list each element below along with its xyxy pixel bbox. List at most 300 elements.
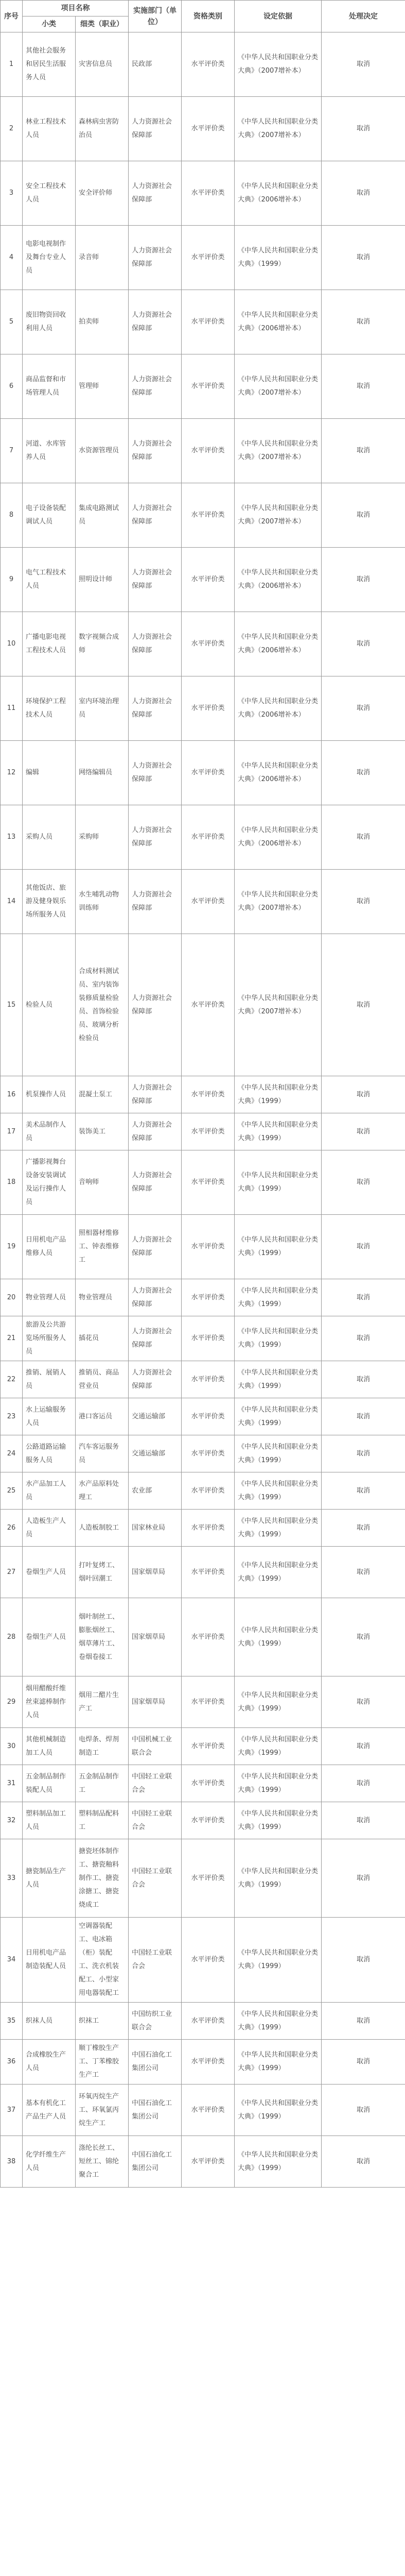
row-basis: 《中华人民共和国职业分类大典》（1999） xyxy=(235,2003,322,2040)
row-qualification: 水平评价类 xyxy=(182,1150,235,1215)
row-decision: 取消 xyxy=(322,32,405,97)
row-decision: 取消 xyxy=(322,612,405,676)
row-category: 检验人员 xyxy=(23,934,76,1076)
row-basis: 《中华人民共和国职业分类大典》（1999） xyxy=(235,2040,322,2084)
table-row xyxy=(1,870,405,934)
row-seq: 21 xyxy=(1,1316,23,1361)
row-subcategory: 安全评价师 xyxy=(76,161,129,226)
row-department: 中国轻工业联合会 xyxy=(129,1765,182,1802)
row-decision: 取消 xyxy=(322,1918,405,2003)
row-department: 人力资源社会保障部 xyxy=(129,97,182,161)
row-subcategory: 插花员 xyxy=(76,1316,129,1361)
row-decision: 取消 xyxy=(322,1510,405,1547)
row-category: 推销、展销人员 xyxy=(23,1361,76,1398)
row-qualification: 水平评价类 xyxy=(182,226,235,290)
row-qualification: 水平评价类 xyxy=(182,741,235,805)
table-row xyxy=(1,1113,405,1150)
table-row xyxy=(1,290,405,354)
row-subcategory: 顺丁橡胶生产工、丁苯橡胶生产工 xyxy=(76,2040,129,2084)
row-subcategory: 搪瓷坯体制作工、搪瓷釉料制作工、搪瓷涂搪工、搪瓷烧成工 xyxy=(76,1839,129,1918)
row-subcategory: 涤纶长丝工、短丝工、锦纶聚合工 xyxy=(76,2136,129,2188)
row-subcategory: 水产品原料处理工 xyxy=(76,1472,129,1510)
row-subcategory: 打叶复烤工、烟叶回潮工 xyxy=(76,1547,129,1598)
row-category: 电影电视制作及舞台专业人员 xyxy=(23,226,76,290)
row-category: 河道、水库管养人员 xyxy=(23,419,76,483)
table-row xyxy=(1,2136,405,2188)
row-department: 人力资源社会保障部 xyxy=(129,290,182,354)
row-decision: 取消 xyxy=(322,934,405,1076)
row-basis: 《中华人民共和国职业分类大典》（1999） xyxy=(235,1765,322,1802)
row-basis: 《中华人民共和国职业分类大典》（2006增补本） xyxy=(235,290,322,354)
row-qualification: 水平评价类 xyxy=(182,1076,235,1113)
row-basis: 《中华人民共和国职业分类大典》（2007增补本） xyxy=(235,870,322,934)
row-decision: 取消 xyxy=(322,1598,405,1676)
row-subcategory: 集成电路测试员 xyxy=(76,483,129,548)
row-category: 安全工程技术人员 xyxy=(23,161,76,226)
row-seq: 34 xyxy=(1,1918,23,2003)
row-department: 人力资源社会保障部 xyxy=(129,612,182,676)
row-qualification: 水平评价类 xyxy=(182,1918,235,2003)
row-decision: 取消 xyxy=(322,1802,405,1839)
table-row xyxy=(1,1215,405,1279)
row-qualification: 水平评价类 xyxy=(182,870,235,934)
row-department: 国家烟草局 xyxy=(129,1676,182,1728)
row-qualification: 水平评价类 xyxy=(182,2003,235,2040)
table-row xyxy=(1,1076,405,1113)
row-category: 卷烟生产人员 xyxy=(23,1598,76,1676)
row-seq: 30 xyxy=(1,1728,23,1765)
row-department: 中国石油化工集团公司 xyxy=(129,2136,182,2188)
row-subcategory: 塑料制品配料工 xyxy=(76,1802,129,1839)
table-row xyxy=(1,548,405,612)
row-seq: 25 xyxy=(1,1472,23,1510)
row-seq: 2 xyxy=(1,97,23,161)
row-basis: 《中华人民共和国职业分类大典》（2007增补本） xyxy=(235,483,322,548)
row-department: 国家烟草局 xyxy=(129,1547,182,1598)
row-basis: 《中华人民共和国职业分类大典》（1999） xyxy=(235,1510,322,1547)
row-subcategory: 合成材料测试员、室内装饰装修质量检验员、首饰检验员、玻璃分析检验员 xyxy=(76,934,129,1076)
row-basis: 《中华人民共和国职业分类大典》（2006增补本） xyxy=(235,676,322,741)
row-basis: 《中华人民共和国职业分类大典》（2007增补本） xyxy=(235,354,322,419)
row-decision: 取消 xyxy=(322,290,405,354)
row-decision: 取消 xyxy=(322,2003,405,2040)
row-qualification: 水平评价类 xyxy=(182,1765,235,1802)
row-decision: 取消 xyxy=(322,805,405,870)
row-department: 人力资源社会保障部 xyxy=(129,161,182,226)
row-seq: 20 xyxy=(1,1279,23,1316)
row-category: 织袜人员 xyxy=(23,2003,76,2040)
row-subcategory: 港口客运员 xyxy=(76,1398,129,1435)
table-row xyxy=(1,2084,405,2136)
row-decision: 取消 xyxy=(322,2084,405,2136)
table-row xyxy=(1,1398,405,1435)
row-basis: 《中华人民共和国职业分类大典》（1999） xyxy=(235,1839,322,1918)
row-seq: 26 xyxy=(1,1510,23,1547)
row-decision: 取消 xyxy=(322,2136,405,2188)
header-project-name: 项目名称 xyxy=(23,1,129,16)
table-row xyxy=(1,483,405,548)
row-category: 塑料制品加工人员 xyxy=(23,1802,76,1839)
header-decision: 处理决定 xyxy=(322,1,405,32)
table-row xyxy=(1,1676,405,1728)
row-decision: 取消 xyxy=(322,1676,405,1728)
row-category: 电气工程技术人员 xyxy=(23,548,76,612)
row-subcategory: 采购师 xyxy=(76,805,129,870)
row-seq: 33 xyxy=(1,1839,23,1918)
row-decision: 取消 xyxy=(322,676,405,741)
row-basis: 《中华人民共和国职业分类大典》（2006增补本） xyxy=(235,548,322,612)
row-qualification: 水平评价类 xyxy=(182,1279,235,1316)
row-seq: 13 xyxy=(1,805,23,870)
row-decision: 取消 xyxy=(322,1279,405,1316)
row-department: 中国石油化工集团公司 xyxy=(129,2084,182,2136)
row-basis: 《中华人民共和国职业分类大典》（1999） xyxy=(235,1802,322,1839)
row-qualification: 水平评价类 xyxy=(182,1398,235,1435)
row-category: 基本有机化工产品生产人员 xyxy=(23,2084,76,2136)
table-row xyxy=(1,32,405,97)
row-category: 合成橡胶生产人员 xyxy=(23,2040,76,2084)
table-row xyxy=(1,354,405,419)
table-row xyxy=(1,1765,405,1802)
row-subcategory: 装饰美工 xyxy=(76,1113,129,1150)
header-department: 实施部门（单位） xyxy=(129,1,182,32)
row-seq: 36 xyxy=(1,2040,23,2084)
row-subcategory: 森林病虫害防治员 xyxy=(76,97,129,161)
table-row xyxy=(1,1472,405,1510)
row-category: 采购人员 xyxy=(23,805,76,870)
row-subcategory: 音响师 xyxy=(76,1150,129,1215)
row-basis: 《中华人民共和国职业分类大典》（2007增补本） xyxy=(235,97,322,161)
row-department: 人力资源社会保障部 xyxy=(129,1279,182,1316)
row-basis: 《中华人民共和国职业分类大典》（1999） xyxy=(235,1547,322,1598)
row-category: 美术品制作人员 xyxy=(23,1113,76,1150)
row-seq: 1 xyxy=(1,32,23,97)
row-subcategory: 照相器材维修工、钟表维修工 xyxy=(76,1215,129,1279)
row-category: 广播电影电视工程技术人员 xyxy=(23,612,76,676)
row-department: 人力资源社会保障部 xyxy=(129,741,182,805)
table-row xyxy=(1,1510,405,1547)
table-row xyxy=(1,676,405,741)
row-qualification: 水平评价类 xyxy=(182,2040,235,2084)
row-seq: 11 xyxy=(1,676,23,741)
table-row xyxy=(1,1598,405,1676)
row-decision: 取消 xyxy=(322,1215,405,1279)
row-qualification: 水平评价类 xyxy=(182,97,235,161)
table-row xyxy=(1,1802,405,1839)
row-qualification: 水平评价类 xyxy=(182,483,235,548)
row-basis: 《中华人民共和国职业分类大典》（1999） xyxy=(235,1728,322,1765)
row-subcategory: 电焊条、焊剂制造工 xyxy=(76,1728,129,1765)
row-qualification: 水平评价类 xyxy=(182,1728,235,1765)
row-seq: 22 xyxy=(1,1361,23,1398)
row-qualification: 水平评价类 xyxy=(182,161,235,226)
row-department: 人力资源社会保障部 xyxy=(129,548,182,612)
row-department: 中国轻工业联合会 xyxy=(129,1918,182,2003)
row-basis: 《中华人民共和国职业分类大典》（1999） xyxy=(235,1398,322,1435)
header-subcategory: 细类（职业） xyxy=(76,16,129,32)
row-category: 林业工程技术人员 xyxy=(23,97,76,161)
row-seq: 16 xyxy=(1,1076,23,1113)
row-decision: 取消 xyxy=(322,1435,405,1472)
row-department: 人力资源社会保障部 xyxy=(129,1076,182,1113)
row-subcategory: 五金制品制作工 xyxy=(76,1765,129,1802)
row-decision: 取消 xyxy=(322,870,405,934)
row-department: 人力资源社会保障部 xyxy=(129,419,182,483)
row-basis: 《中华人民共和国职业分类大典》（1999） xyxy=(235,1279,322,1316)
table-row xyxy=(1,1316,405,1361)
row-decision: 取消 xyxy=(322,1398,405,1435)
row-basis: 《中华人民共和国职业分类大典》（1999） xyxy=(235,2084,322,2136)
row-subcategory: 管理师 xyxy=(76,354,129,419)
row-department: 人力资源社会保障部 xyxy=(129,1215,182,1279)
row-seq: 38 xyxy=(1,2136,23,2188)
row-subcategory: 物业管理员 xyxy=(76,1279,129,1316)
row-decision: 取消 xyxy=(322,354,405,419)
row-seq: 18 xyxy=(1,1150,23,1215)
table-row xyxy=(1,741,405,805)
row-decision: 取消 xyxy=(322,741,405,805)
row-seq: 9 xyxy=(1,548,23,612)
row-qualification: 水平评价类 xyxy=(182,1598,235,1676)
row-decision: 取消 xyxy=(322,483,405,548)
row-seq: 27 xyxy=(1,1547,23,1598)
row-qualification: 水平评价类 xyxy=(182,1472,235,1510)
row-category: 卷烟生产人员 xyxy=(23,1547,76,1598)
row-decision: 取消 xyxy=(322,1361,405,1398)
row-subcategory: 水生哺乳动物训练师 xyxy=(76,870,129,934)
row-category: 电子设备装配调试人员 xyxy=(23,483,76,548)
row-seq: 29 xyxy=(1,1676,23,1728)
row-subcategory: 汽车客运服务员 xyxy=(76,1435,129,1472)
row-department: 国家烟草局 xyxy=(129,1598,182,1676)
row-seq: 6 xyxy=(1,354,23,419)
row-qualification: 水平评价类 xyxy=(182,1435,235,1472)
table-row xyxy=(1,1279,405,1316)
row-subcategory: 录音师 xyxy=(76,226,129,290)
row-subcategory: 人造板制胶工 xyxy=(76,1510,129,1547)
table-row xyxy=(1,419,405,483)
row-qualification: 水平评价类 xyxy=(182,1839,235,1918)
row-seq: 17 xyxy=(1,1113,23,1150)
table-row xyxy=(1,934,405,1076)
row-subcategory: 数字视频合成师 xyxy=(76,612,129,676)
row-seq: 37 xyxy=(1,2084,23,2136)
row-decision: 取消 xyxy=(322,419,405,483)
row-category: 水产品加工人员 xyxy=(23,1472,76,1510)
row-department: 人力资源社会保障部 xyxy=(129,1150,182,1215)
row-basis: 《中华人民共和国职业分类大典》（2007增补本） xyxy=(235,934,322,1076)
row-seq: 4 xyxy=(1,226,23,290)
table-row xyxy=(1,1839,405,1918)
row-subcategory: 混凝土泵工 xyxy=(76,1076,129,1113)
table-body xyxy=(1,32,405,2188)
row-basis: 《中华人民共和国职业分类大典》（1999） xyxy=(235,1676,322,1728)
row-department: 国家林业局 xyxy=(129,1510,182,1547)
row-seq: 28 xyxy=(1,1598,23,1676)
row-seq: 7 xyxy=(1,419,23,483)
row-qualification: 水平评价类 xyxy=(182,32,235,97)
row-qualification: 水平评价类 xyxy=(182,805,235,870)
row-seq: 10 xyxy=(1,612,23,676)
table-row xyxy=(1,1435,405,1472)
row-decision: 取消 xyxy=(322,1150,405,1215)
header-seq: 序号 xyxy=(1,1,23,32)
row-decision: 取消 xyxy=(322,1765,405,1802)
header-qualification: 资格类别 xyxy=(182,1,235,32)
row-decision: 取消 xyxy=(322,2040,405,2084)
row-category: 五金制品制作装配人员 xyxy=(23,1765,76,1802)
row-basis: 《中华人民共和国职业分类大典》（1999） xyxy=(235,1076,322,1113)
row-basis: 《中华人民共和国职业分类大典》（1999） xyxy=(235,1215,322,1279)
row-basis: 《中华人民共和国职业分类大典》（1999） xyxy=(235,2136,322,2188)
row-category: 废旧物资回收利用人员 xyxy=(23,290,76,354)
row-qualification: 水平评价类 xyxy=(182,2084,235,2136)
row-decision: 取消 xyxy=(322,548,405,612)
row-basis: 《中华人民共和国职业分类大典》（2007增补本） xyxy=(235,32,322,97)
row-seq: 12 xyxy=(1,741,23,805)
row-subcategory: 烟叶制丝工、膨胀烟丝工、烟草薄片工、卷烟卷接工 xyxy=(76,1598,129,1676)
row-subcategory: 水资源管理员 xyxy=(76,419,129,483)
row-department: 人力资源社会保障部 xyxy=(129,1361,182,1398)
row-subcategory: 灾害信息员 xyxy=(76,32,129,97)
row-basis: 《中华人民共和国职业分类大典》（1999） xyxy=(235,1150,322,1215)
row-qualification: 水平评价类 xyxy=(182,612,235,676)
row-category: 其他饭店、旅游及健身娱乐场所服务人员 xyxy=(23,870,76,934)
row-decision: 取消 xyxy=(322,226,405,290)
row-qualification: 水平评价类 xyxy=(182,354,235,419)
table-row xyxy=(1,97,405,161)
row-qualification: 水平评价类 xyxy=(182,290,235,354)
row-decision: 取消 xyxy=(322,1547,405,1598)
row-qualification: 水平评价类 xyxy=(182,548,235,612)
table-row xyxy=(1,1150,405,1215)
row-subcategory: 织袜工 xyxy=(76,2003,129,2040)
row-department: 中国机械工业联合会 xyxy=(129,1728,182,1765)
row-seq: 14 xyxy=(1,870,23,934)
table-row xyxy=(1,1361,405,1398)
row-seq: 3 xyxy=(1,161,23,226)
table-row xyxy=(1,1547,405,1598)
row-category: 机泵操作人员 xyxy=(23,1076,76,1113)
row-decision: 取消 xyxy=(322,1113,405,1150)
row-category: 水上运输服务人员 xyxy=(23,1398,76,1435)
row-decision: 取消 xyxy=(322,1076,405,1113)
row-department: 中国纺织工业联合会 xyxy=(129,2003,182,2040)
row-basis: 《中华人民共和国职业分类大典》（2006增补本） xyxy=(235,805,322,870)
row-qualification: 水平评价类 xyxy=(182,1676,235,1728)
row-subcategory: 推销员、商品营业员 xyxy=(76,1361,129,1398)
row-seq: 23 xyxy=(1,1398,23,1435)
row-qualification: 水平评价类 xyxy=(182,1316,235,1361)
row-department: 人力资源社会保障部 xyxy=(129,354,182,419)
row-category: 广播影视舞台设备安装调试及运行操作人员 xyxy=(23,1150,76,1215)
table-row xyxy=(1,226,405,290)
row-department: 人力资源社会保障部 xyxy=(129,676,182,741)
row-basis: 《中华人民共和国职业分类大典》（2007增补本） xyxy=(235,419,322,483)
table-header xyxy=(1,1,405,32)
row-basis: 《中华人民共和国职业分类大典》（1999） xyxy=(235,1361,322,1398)
row-category: 公路道路运输服务人员 xyxy=(23,1435,76,1472)
table-row xyxy=(1,2003,405,2040)
row-qualification: 水平评价类 xyxy=(182,1361,235,1398)
table-row xyxy=(1,161,405,226)
row-seq: 5 xyxy=(1,290,23,354)
row-subcategory: 拍卖师 xyxy=(76,290,129,354)
table-row xyxy=(1,1728,405,1765)
row-subcategory: 网络编辑员 xyxy=(76,741,129,805)
row-subcategory: 空调器装配工、电冰箱（柜）装配工、洗衣机装配工、小型家用电器装配工 xyxy=(76,1918,129,2003)
row-seq: 19 xyxy=(1,1215,23,1279)
row-seq: 24 xyxy=(1,1435,23,1472)
row-qualification: 水平评价类 xyxy=(182,1510,235,1547)
row-category: 化学纤维生产人员 xyxy=(23,2136,76,2188)
row-qualification: 水平评价类 xyxy=(182,934,235,1076)
row-category: 旅游及公共游览场所服务人员 xyxy=(23,1316,76,1361)
row-department: 人力资源社会保障部 xyxy=(129,805,182,870)
row-department: 人力资源社会保障部 xyxy=(129,483,182,548)
row-seq: 35 xyxy=(1,2003,23,2040)
table-row xyxy=(1,2040,405,2084)
row-category: 人造板生产人员 xyxy=(23,1510,76,1547)
row-qualification: 水平评价类 xyxy=(182,676,235,741)
row-basis: 《中华人民共和国职业分类大典》（2006增补本） xyxy=(235,741,322,805)
header-basis: 设定依据 xyxy=(235,1,322,32)
table-row xyxy=(1,805,405,870)
row-decision: 取消 xyxy=(322,1728,405,1765)
row-seq: 8 xyxy=(1,483,23,548)
row-subcategory: 照明设计师 xyxy=(76,548,129,612)
row-department: 交通运输部 xyxy=(129,1398,182,1435)
row-basis: 《中华人民共和国职业分类大典》（1999） xyxy=(235,1316,322,1361)
row-decision: 取消 xyxy=(322,1316,405,1361)
row-seq: 32 xyxy=(1,1802,23,1839)
row-basis: 《中华人民共和国职业分类大典》（1999） xyxy=(235,1598,322,1676)
row-department: 人力资源社会保障部 xyxy=(129,934,182,1076)
row-category: 日用机电产品制造装配人员 xyxy=(23,1918,76,2003)
row-seq: 31 xyxy=(1,1765,23,1802)
row-category: 物业管理人员 xyxy=(23,1279,76,1316)
row-qualification: 水平评价类 xyxy=(182,419,235,483)
row-basis: 《中华人民共和国职业分类大典》（2006增补本） xyxy=(235,612,322,676)
row-department: 中国轻工业联合会 xyxy=(129,1839,182,1918)
row-department: 农业部 xyxy=(129,1472,182,1510)
row-decision: 取消 xyxy=(322,161,405,226)
row-subcategory: 环氧丙烷生产工、环氧氯丙烷生产工 xyxy=(76,2084,129,2136)
header-category: 小类 xyxy=(23,16,76,32)
row-department: 人力资源社会保障部 xyxy=(129,226,182,290)
row-department: 人力资源社会保障部 xyxy=(129,870,182,934)
row-subcategory: 室内环境治理员 xyxy=(76,676,129,741)
row-qualification: 水平评价类 xyxy=(182,1113,235,1150)
row-department: 中国石油化工集团公司 xyxy=(129,2040,182,2084)
row-department: 中国轻工业联合会 xyxy=(129,1802,182,1839)
row-category: 其他机械制造加工人员 xyxy=(23,1728,76,1765)
row-qualification: 水平评价类 xyxy=(182,2136,235,2188)
row-basis: 《中华人民共和国职业分类大典》（1999） xyxy=(235,1113,322,1150)
table-row xyxy=(1,1918,405,2003)
row-category: 搪瓷制品生产人员 xyxy=(23,1839,76,1918)
row-decision: 取消 xyxy=(322,1839,405,1918)
row-decision: 取消 xyxy=(322,1472,405,1510)
row-subcategory: 烟用二醋片生产工 xyxy=(76,1676,129,1728)
row-basis: 《中华人民共和国职业分类大典》（1999） xyxy=(235,1918,322,2003)
row-qualification: 水平评价类 xyxy=(182,1547,235,1598)
row-category: 烟用醋酸纤维丝束滤棒制作人员 xyxy=(23,1676,76,1728)
row-basis: 《中华人民共和国职业分类大典》（1999） xyxy=(235,1472,322,1510)
row-category: 商品监督和市场管理人员 xyxy=(23,354,76,419)
row-seq: 15 xyxy=(1,934,23,1076)
row-department: 人力资源社会保障部 xyxy=(129,1113,182,1150)
